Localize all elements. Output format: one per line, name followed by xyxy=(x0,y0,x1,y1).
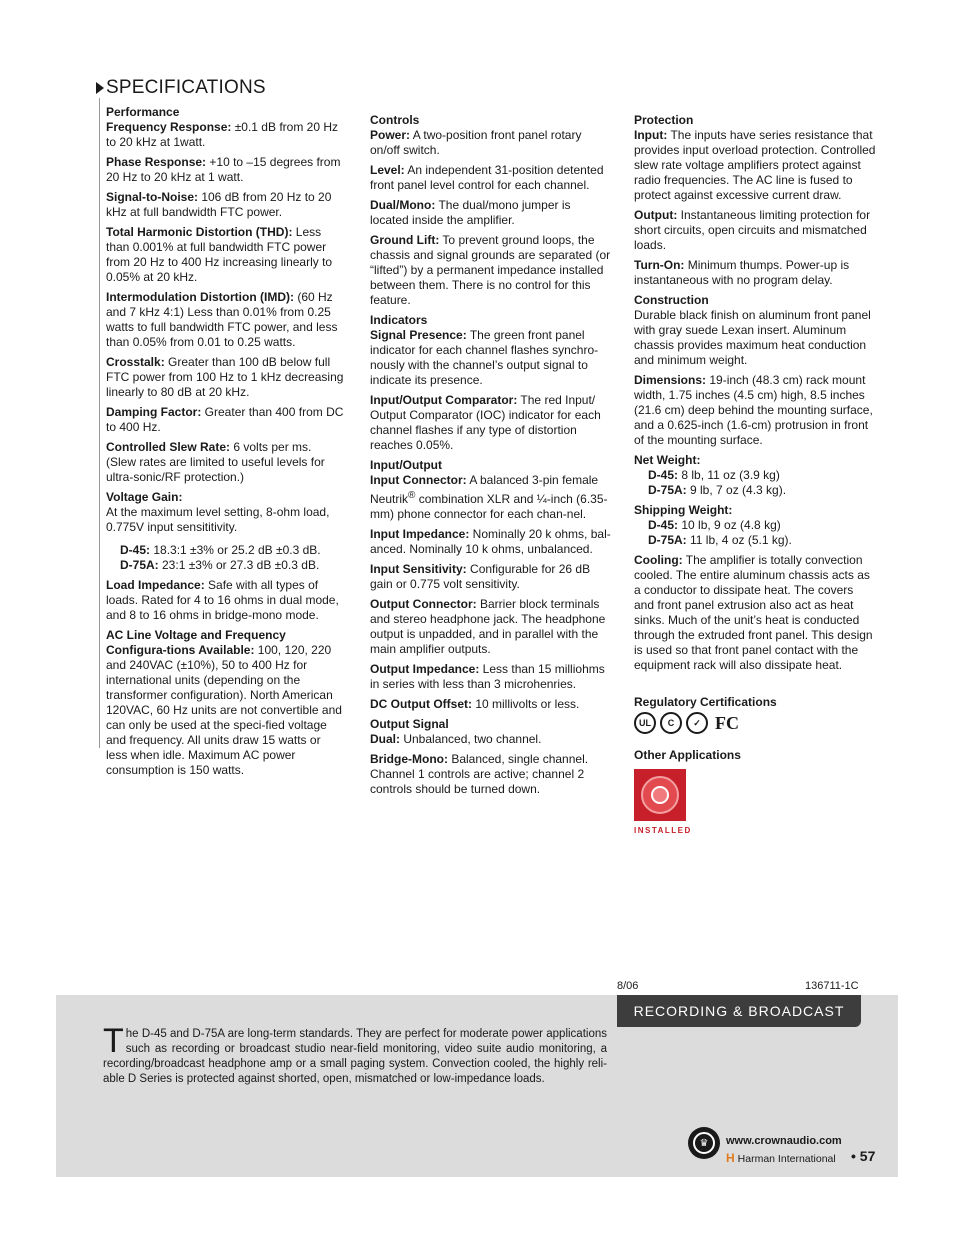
heading-other-applications: Other Applications xyxy=(634,748,741,762)
spec-phase-response: Phase Response: +10 to –15 degrees from 20 Hz to 20 kHz at 1 watt. xyxy=(106,155,341,184)
spec-thd: Total Harmonic Distortion (THD): Less than 0.001% at full bandwidth FTC power from 20 Hz to 400 Hz increasing linearly to 0.05% at 20 kHz. xyxy=(106,225,333,284)
crown-logo-icon: ♛ xyxy=(688,1127,720,1159)
certification-icons xyxy=(634,712,876,734)
heading-protection: Protection xyxy=(634,113,694,127)
spec-ground-lift: Ground Lift: To prevent ground loops, the chassis and signal grounds are separated (or “lifted”) by a permanent impedance installed between them. There is no control for this feature. xyxy=(370,233,611,307)
spec-input-connector: Input Connector: A balanced 3-pin female Neutrik® combination XLR and ¼-inch (6.35-mm) phone connector for each chan-nel. xyxy=(370,473,608,521)
spec-signal-presence: Signal Presence: The green front panel indicator for each channel flashes synchro-nously with the channel’s output signal to indicate its presence. xyxy=(370,328,599,387)
heading-output-signal: Output Signal xyxy=(370,717,449,731)
heading-controls: Controls xyxy=(370,113,420,127)
spec-dimensions: Dimensions: 19-inch (48.3 cm) rack mount width, 1.75 inches (4.5 cm) high, 8.5 inches (21.6 cm) deep behind the mounting surface, and a 0.625-inch (1.6-cm) protrusion in front of the mounting surface. xyxy=(634,373,873,447)
harman-logo: H Harman International xyxy=(726,1151,836,1165)
spec-frequency-response: Frequency Response: ±0.1 dB from 20 Hz to 20 kHz at 1watt. xyxy=(106,120,339,149)
spec-input-impedance: Input Impedance: Nominally 20 k ohms, bal-anced. Nominally 10 k ohms, unbalanced. xyxy=(370,527,611,556)
speaker-icon xyxy=(634,769,686,821)
installed-label: INSTALLED xyxy=(634,826,692,835)
spec-load-impedance: Load Impedance: Safe with all types of loads. Rated for 4 to 16 ohms in dual mode, and 8 to 16 ohms in bridge-mono mode. xyxy=(106,578,339,622)
spec-damping-factor: Damping Factor: Greater than 400 from DC to 400 Hz. xyxy=(106,405,344,434)
spec-power: Power: A two-position front panel rotary on/off switch. xyxy=(370,128,582,157)
spec-dc-offset: DC Output Offset: 10 millivolts or less. xyxy=(370,697,580,711)
spec-input-protection: Input: The inputs have series resistance that provides input overload protection. Controlled slew rate voltage amplifiers protect against radio frequencies. The AC line is fused to protect against excessive current draw. xyxy=(634,128,876,202)
document-code: 136711-1C xyxy=(805,980,859,992)
fcc-icon: FC xyxy=(715,712,739,733)
spec-voltage-gain: Voltage Gain: At the maximum level setting, 8-ohm load, 0.775V input sensititivity. xyxy=(106,490,330,534)
spec-output-connector: Output Connector: Barrier block terminals and stereo headphone jack. The headphone output is unpadded, and in parallel with the main amplifier outputs. xyxy=(370,597,606,656)
section-title: SPECIFICATIONS xyxy=(106,77,266,98)
heading-regulatory: Regulatory Certifications xyxy=(634,695,777,709)
spec-slew-rate: Controlled Slew Rate: 6 volts per ms. (Slew rates are limited to useful levels for ultra-sonic/RF protection.) xyxy=(106,440,325,484)
spec-dual-mono: Dual/Mono: The dual/mono jumper is located inside the amplifier. xyxy=(370,198,571,227)
intro-paragraph: The D-45 and D-75A are long-term standards. They are perfect for moderate power applications such as recording or broadcast studio near-field monitoring, video suite audio monitoring, a recording/broadcast headphone amp or a small paging system. Convection cooled, the highly reli-able D Series is protected against shorted, open, mismatched or low-impedance loads. xyxy=(103,1022,607,1085)
spec-ioc: Input/Output Comparator: The red Input/ Output Comparator (IOC) indicator for each channel flashes if any type of distortion reaches 0.05%. xyxy=(370,393,601,452)
spec-construction: Durable black finish on aluminum front panel with gray suede Lexan insert. Aluminum chassis provides maximum heat conduction and minimum weight. xyxy=(634,308,871,367)
drop-cap: T xyxy=(103,1022,124,1060)
category-tab: RECORDING & BROADCAST xyxy=(617,995,861,1027)
page-number: • 57 xyxy=(851,1148,876,1164)
spec-level: Level: An independent 31-position detented front panel level control for each channel. xyxy=(370,163,604,192)
website-link[interactable]: www.crownaudio.com xyxy=(726,1135,842,1147)
spec-ship-weight-d75a: D-75A: 11 lb, 4 oz (5.1 kg). xyxy=(648,533,792,547)
spec-gain-d75a: D-75A: 23:1 ±3% or 27.3 dB ±0.3 dB. xyxy=(120,558,320,572)
column-protection xyxy=(634,113,876,833)
heading-construction: Construction xyxy=(634,293,709,307)
column-controls xyxy=(370,113,612,802)
spec-input-sensitivity: Input Sensitivity: Configurable for 26 dB gain or 0.775 volt sensitivity. xyxy=(370,562,591,591)
column-performance xyxy=(106,105,344,783)
spec-ship-weight-d45: D-45: 10 lb, 9 oz (4.8 kg) xyxy=(648,518,781,532)
spec-net-weight-d75a: D-75A: 9 lb, 7 oz (4.3 kg). xyxy=(648,483,787,497)
heading-shipping-weight: Shipping Weight: xyxy=(634,503,733,517)
spec-net-weight-d45: D-45: 8 lb, 11 oz (3.9 kg) xyxy=(648,468,780,482)
heading-indicators: Indicators xyxy=(370,313,428,327)
csa-icon: C xyxy=(660,712,682,734)
print-date: 8/06 xyxy=(617,980,639,992)
heading-net-weight: Net Weight: xyxy=(634,453,701,467)
spec-signal-to-noise: Signal-to-Noise: 106 dB from 20 Hz to 20 kHz at full bandwidth FTC power. xyxy=(106,190,332,219)
spec-gain-d45: D-45: 18.3:1 ±3% or 25.2 dB ±0.3 dB. xyxy=(120,543,321,557)
spec-crosstalk: Crosstalk: Greater than 100 dB below full FTC power from 100 Hz to 1 kHz decreasing linearly to 80 dB at 20 kHz. xyxy=(106,355,344,399)
installed-badge xyxy=(634,769,692,835)
ul-icon: UL xyxy=(634,712,656,734)
spec-turn-on: Turn-On: Minimum thumps. Power-up is instantaneous with no program delay. xyxy=(634,258,850,287)
heading-input-output: Input/Output xyxy=(370,458,442,472)
spec-output-protection: Output: Instantaneous limiting protection for short circuits, open circuits and mismatched loads. xyxy=(634,208,871,252)
triangle-bullet-icon xyxy=(96,82,104,94)
heading-performance: Performance xyxy=(106,105,180,119)
spec-imd: Intermodulation Distortion (IMD): (60 Hz and 7 kHz 4:1) Less than 0.01% from 0.25 watts to full bandwidth FTC power, and less than 0.05% from 0.01 to 0.25 watts. xyxy=(106,290,338,349)
vertical-rule xyxy=(99,98,100,748)
spec-bridge-mono: Bridge-Mono: Balanced, single channel. Channel 1 controls are active; channel 2 controls should be turned down. xyxy=(370,752,589,796)
spec-ac-line: AC Line Voltage and Frequency Configura-tions Available: 100, 120, 220 and 240VAC (±10%), 50 to 400 Hz for international units (depending on the transformer configuration). North American 120VAC, 60 Hz units are not convertible and can only be used at the speci-fied voltage and frequency. All units draw 15 watts or less when idle. Maximum AC power consumption is 150 watts. xyxy=(106,628,342,777)
spec-output-impedance: Output Impedance: Less than 15 milliohms in series with less than 3 microhenries. xyxy=(370,662,605,691)
ce-icon: ✓ xyxy=(686,712,708,734)
spec-cooling: Cooling: The amplifier is totally convection cooled. The entire aluminum chassis acts as a conductor to dissipate heat. The covers and front panel extrusion also act as heat sinks. Much of the unit’s heat is conducted through the extruded front panel. This design is used so that front panel contact with the equipment rack will also dissipate heat. xyxy=(634,553,873,672)
spec-dual: Dual: Unbalanced, two channel. xyxy=(370,732,542,746)
